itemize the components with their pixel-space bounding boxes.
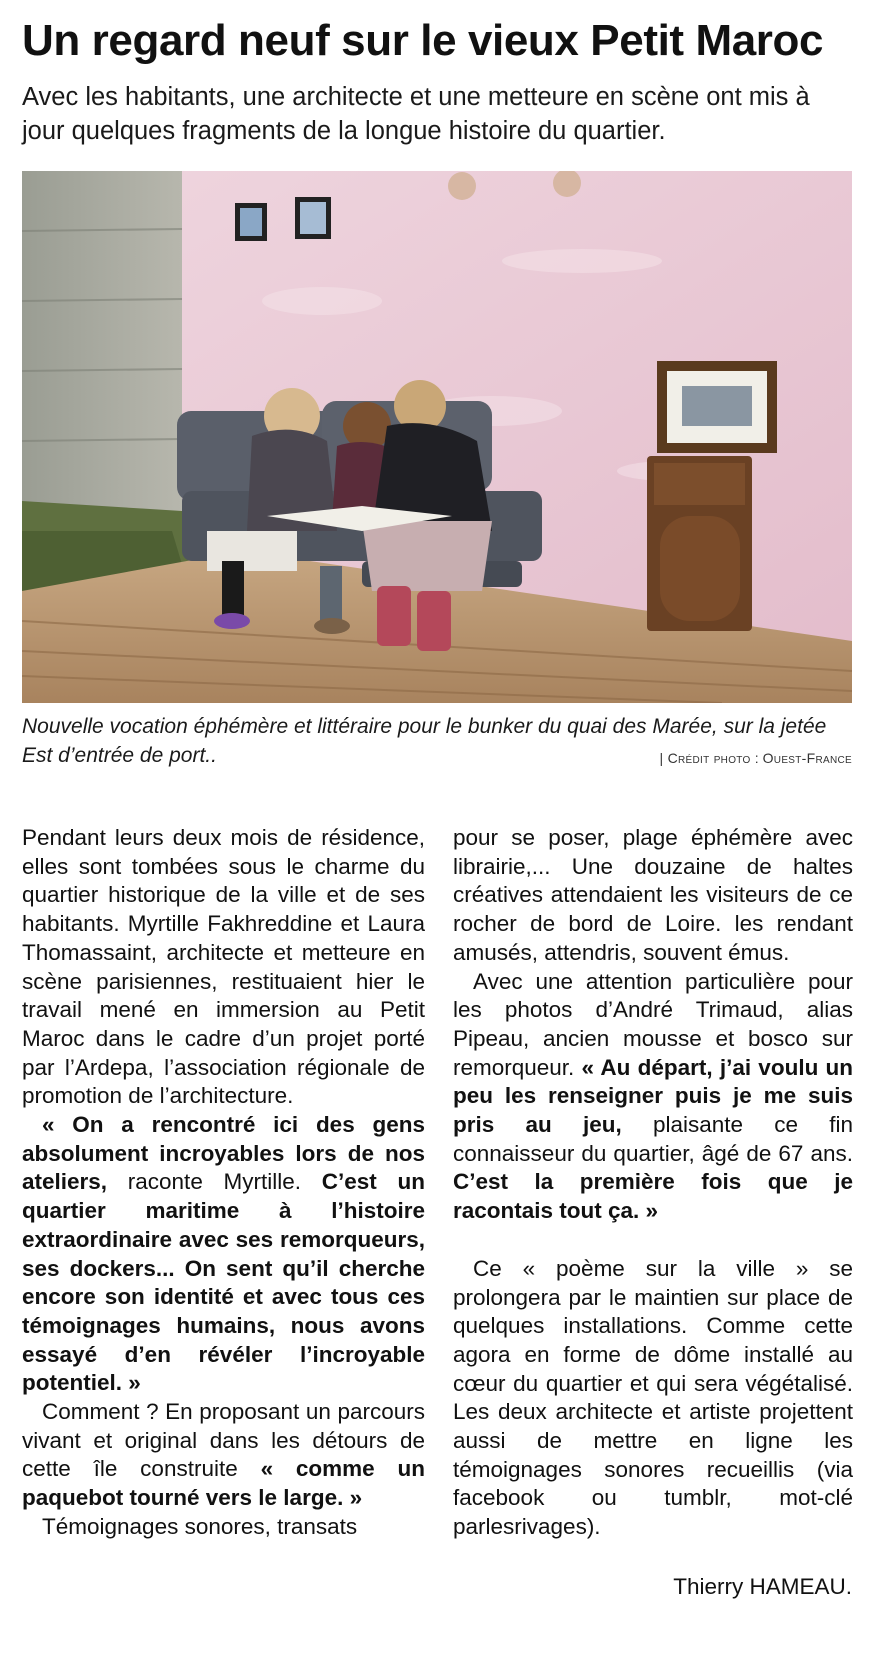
paragraph bbox=[22, 1111, 425, 1398]
photo-credit bbox=[659, 750, 852, 766]
paragraph: Ce « poème sur la ville » se prolongera par le maintien sur place de quelques installations. Comme cette agora en forme de dôme installé au cœur du quartier et qui sera végétalisé. Les deux architecte et artiste projettent aussi de mettre en ligne les témoignages sonores recueillis (via facebook ou tumblr, mot-clé parlesrivages). bbox=[453, 1255, 853, 1540]
quote: « comme un paquebot tourné vers le large. » bbox=[22, 1456, 425, 1511]
credit-label: | Crédit photo : bbox=[659, 750, 759, 766]
quote: C’est un quartier maritime à l’histoire extraordinaire avec ses remorqueurs, ses dockers... On sent qu’il cherche encore son identité et avec tous ces témoignages humains, nous avons essayé d’en révéler l’incroyable potentiel. » bbox=[22, 1169, 425, 1396]
article-column-left bbox=[22, 824, 425, 1542]
byline: Thierry HAMEAU. bbox=[673, 1574, 852, 1599]
deck: Avec les habitants, une architecte et une metteure en scène ont mis à jour quelques fragments de la longue histoire du quartier. bbox=[22, 83, 810, 145]
photo-caption: Nouvelle vocation éphémère et littéraire pour le bunker du quai des Marée, sur la jetée Est d’entrée de port.. bbox=[22, 715, 827, 767]
text: Avec une attention particulière pour les photos d’André Trimaud, alias Pipeau, ancien mousse et bosco sur remorqueur. bbox=[453, 968, 853, 1080]
credit-source: Ouest-France bbox=[762, 750, 852, 766]
article-column-right bbox=[453, 824, 853, 1542]
article-photo bbox=[22, 171, 852, 703]
text: plaisante ce fin connaisseur du quartier, âgé de 67 ans. bbox=[453, 1112, 853, 1166]
text: raconte Myrtille. bbox=[107, 1169, 322, 1195]
spacer bbox=[453, 1226, 853, 1255]
text: Comment ? En proposant un parcours vivant et original dans les détours de cette île construite bbox=[22, 1399, 425, 1482]
paragraph bbox=[22, 1398, 425, 1513]
paragraph: Témoignages sonores, transats bbox=[42, 1513, 358, 1539]
headline: Un regard neuf sur le vieux Petit Maroc bbox=[22, 16, 824, 65]
quote: « Au départ, j’ai voulu un peu les renseigner puis je me suis pris au jeu, bbox=[453, 1054, 854, 1138]
paragraph: Pendant leurs deux mois de résidence, elles sont tombées sous le charme du quartier historique de la ville et de ses habitants. Myrtille Fakhreddine et Laura Thomassaint, architecte et metteure en scène parisiennes, restituaient hier le travail mené en immersion au Petit Maroc dans le cadre d’un projet porté par l’Ardepa, l’association régionale de promotion de l’architecture. bbox=[22, 825, 425, 1109]
quote: « On a rencontré ici des gens absolument incroyables lors de nos ateliers, bbox=[22, 1112, 425, 1195]
quote: C’est la première fois que je racontais tout ça. » bbox=[453, 1169, 853, 1224]
paragraph: pour se poser, plage éphémère avec librairie,... Une douzaine de haltes créatives attendaient les visiteurs de ce rocher de bord de Loire. les rendant amusés, attendris, souvent émus. bbox=[453, 825, 853, 965]
paragraph bbox=[453, 968, 853, 1226]
